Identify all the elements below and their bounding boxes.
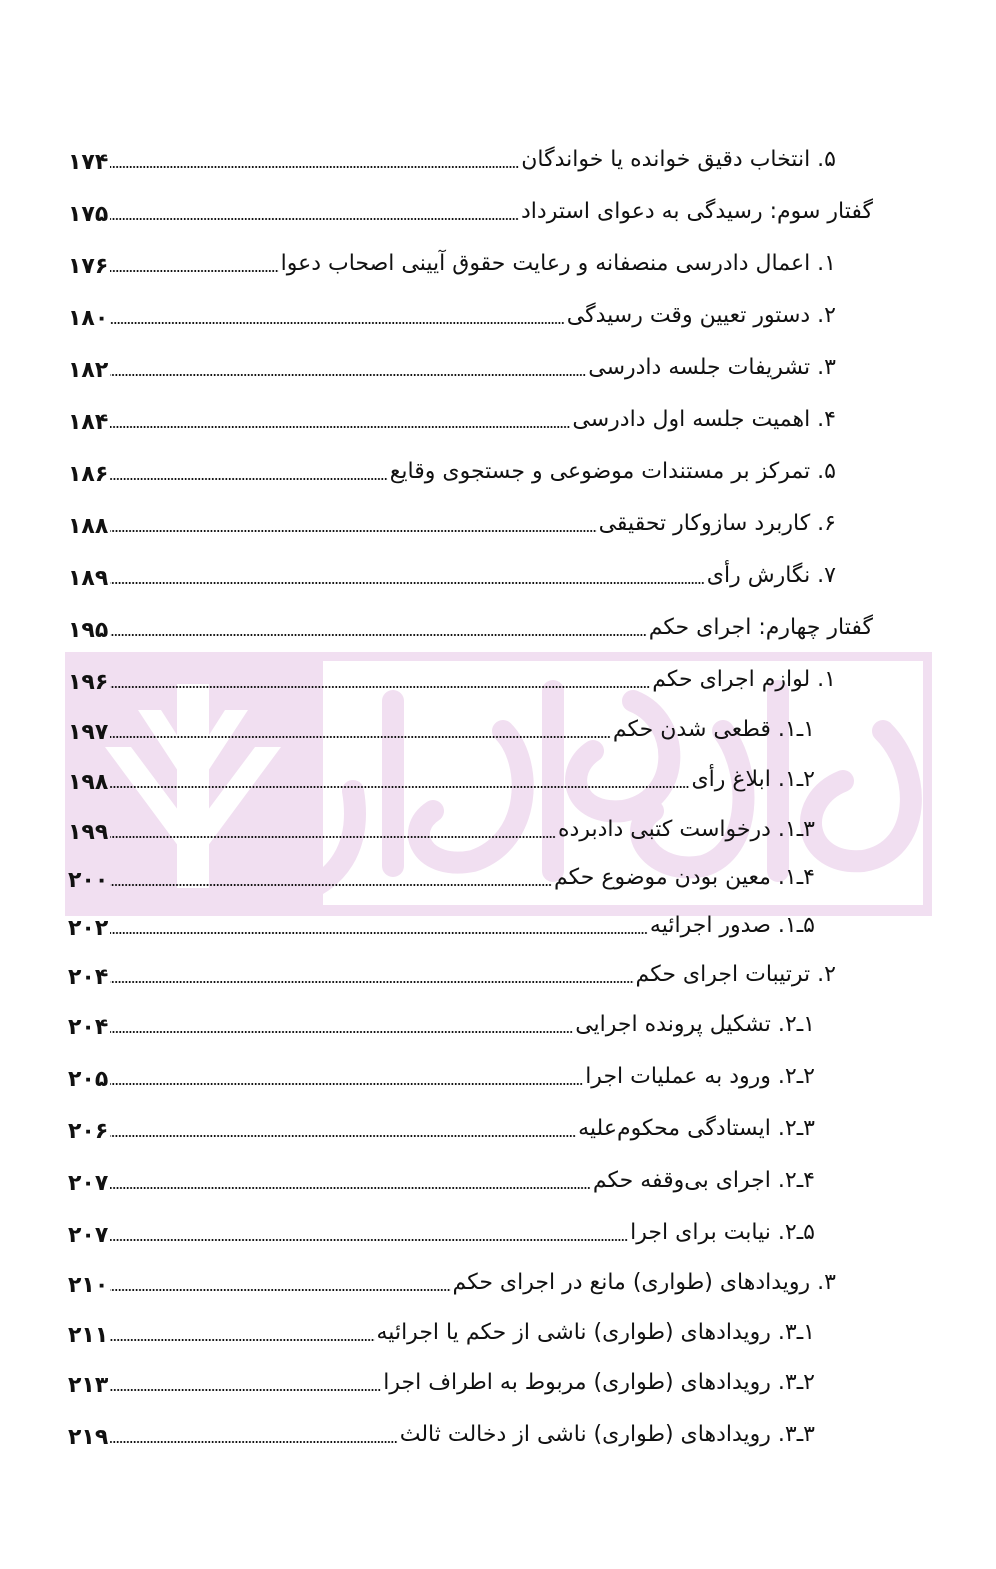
page-number: ۱۹۹: [68, 820, 109, 845]
page-number: ۲۰۴: [68, 1015, 109, 1040]
toc-entry[interactable]: [68, 657, 836, 697]
toc-entry[interactable]: [68, 1412, 815, 1452]
entry-title: ۴ـ۲. اجرای بی‌وقفه حکم: [592, 1168, 815, 1193]
toc-entry[interactable]: [68, 605, 873, 645]
page-number: ۱۸۰: [68, 306, 109, 331]
toc-entry[interactable]: [68, 241, 836, 281]
dot-leader: [110, 883, 552, 887]
entry-title: ۵ـ۱. صدور اجرائیه: [649, 913, 815, 938]
entry-title: ۷. نگارش رأی: [706, 563, 836, 588]
page-number: ۱۸۲: [68, 358, 109, 383]
toc-entry[interactable]: [68, 1210, 815, 1250]
page-number: ۲۰۲: [68, 916, 109, 941]
page-number: ۲۰۷: [68, 1223, 109, 1248]
page-number: ۱۹۵: [68, 618, 109, 643]
toc-entry[interactable]: [68, 1360, 815, 1400]
entry-title: ۳. تشریفات جلسه دادرسی: [588, 355, 836, 380]
entry-title: ۳ـ۳. رویدادهای (طواری) ناشی از دخالت ثالث: [399, 1422, 815, 1447]
page-number: ۲۰۵: [68, 1067, 109, 1092]
dot-leader: [110, 1288, 450, 1292]
toc-entry[interactable]: [68, 293, 836, 333]
toc-entry[interactable]: [68, 1002, 815, 1042]
dot-leader: [110, 1030, 573, 1034]
toc-entry[interactable]: [68, 757, 815, 797]
entry-title: ۳ـ۱. درخواست کتبی دادبرده: [558, 817, 815, 842]
dot-leader: [110, 269, 278, 273]
entry-title: ۱ـ۳. رویدادهای (طواری) ناشی از حکم یا اجرائیه: [376, 1320, 815, 1345]
page-number: ۱۹۷: [68, 720, 109, 745]
toc-entry[interactable]: [68, 397, 836, 437]
toc-entry[interactable]: [68, 1260, 836, 1300]
page-number: ۲۱۹: [68, 1425, 109, 1450]
page-number: ۲۱۱: [68, 1323, 109, 1348]
dot-leader: [110, 217, 519, 221]
dot-leader: [110, 425, 570, 429]
entry-title: ۱. اعمال دادرسی منصفانه و رعایت حقوق آیینی اصحاب دعوا: [280, 251, 836, 276]
toc-entry[interactable]: [68, 1106, 815, 1146]
page-number: ۱۷۵: [68, 202, 109, 227]
toc-entry[interactable]: [68, 1158, 815, 1198]
entry-title: ۵. تمرکز بر مستندات موضوعی و جستجوی وقایع: [389, 459, 836, 484]
entry-title: ۵ـ۲. نیابت برای اجرا: [630, 1220, 815, 1245]
dot-leader: [110, 1186, 591, 1190]
toc-entry[interactable]: [68, 807, 815, 847]
entry-title: گفتار سوم: رسیدگی به دعوای استرداد: [521, 199, 873, 224]
dot-leader: [110, 1388, 381, 1392]
dot-leader: [110, 373, 586, 377]
page-number: ۱۷۶: [68, 254, 109, 279]
toc-entry[interactable]: [68, 1054, 815, 1094]
entry-title: ۲. ترتیبات اجرای حکم: [635, 962, 836, 987]
entry-title: ۶. کاربرد سازوکار تحقیقی: [598, 511, 836, 536]
dot-leader: [110, 931, 648, 935]
toc-entry[interactable]: [68, 137, 836, 177]
entry-title: ۲ـ۲. ورود به عملیات اجرا: [585, 1064, 815, 1089]
dot-leader: [110, 529, 596, 533]
toc-entry[interactable]: [68, 707, 815, 747]
toc-entry[interactable]: [68, 903, 815, 943]
toc-entry[interactable]: [68, 449, 836, 489]
dot-leader: [110, 1338, 374, 1342]
entry-title: گفتار چهارم: اجرای حکم: [648, 615, 873, 640]
dot-leader: [110, 321, 564, 325]
entry-title: ۴ـ۱. معین بودن موضوع حکم: [553, 865, 815, 890]
page-number: ۱۹۶: [68, 670, 109, 695]
page-number: ۱۸۸: [68, 514, 109, 539]
dot-leader: [110, 581, 704, 585]
page-number: ۲۰۷: [68, 1171, 109, 1196]
page-number: ۱۸۶: [68, 462, 109, 487]
page-number: ۱۸۹: [68, 566, 109, 591]
dot-leader: [110, 785, 689, 789]
page-number: ۲۰۶: [68, 1119, 109, 1144]
entry-title: ۴. اهمیت جلسه اول دادرسی: [572, 407, 836, 432]
dot-leader: [110, 685, 650, 689]
page-number: ۲۱۰: [68, 1273, 109, 1298]
toc-entry[interactable]: [68, 553, 836, 593]
dot-leader: [110, 735, 611, 739]
toc-entry[interactable]: [68, 1310, 815, 1350]
page-number: ۲۱۳: [68, 1373, 109, 1398]
dot-leader: [110, 165, 519, 169]
dot-leader: [110, 835, 556, 839]
entry-title: ۵. انتخاب دقیق خوانده یا خواندگان: [521, 147, 836, 172]
entry-title: ۱ـ۲. تشکیل پرونده اجرایی: [575, 1012, 815, 1037]
dot-leader: [110, 633, 646, 637]
dot-leader: [110, 1238, 628, 1242]
entry-title: ۳ـ۲. ایستادگی محکوم‌علیه: [578, 1116, 815, 1141]
entry-title: ۲ـ۳. رویدادهای (طواری) مربوط به اطراف اجرا: [383, 1370, 815, 1395]
page-number: ۱۷۴: [68, 150, 109, 175]
toc-entry[interactable]: [68, 952, 836, 992]
page-number: ۱۸۴: [68, 410, 109, 435]
toc-entry[interactable]: [68, 855, 815, 895]
entry-title: ۱ـ۱. قطعی شدن حکم: [612, 717, 815, 742]
page-number: ۱۹۸: [68, 770, 109, 795]
entry-title: ۲ـ۱. ابلاغ رأی: [691, 767, 815, 792]
entry-title: ۱. لوازم اجرای حکم: [652, 667, 836, 692]
dot-leader: [110, 477, 387, 481]
page-number: ۲۰۰: [68, 868, 109, 893]
toc-entry[interactable]: [68, 345, 836, 385]
entry-title: ۲. دستور تعیین وقت رسیدگی: [566, 303, 836, 328]
page-number: ۲۰۴: [68, 965, 109, 990]
toc-entry[interactable]: [68, 501, 836, 541]
entry-title: ۳. رویدادهای (طواری) مانع در اجرای حکم: [452, 1270, 836, 1295]
toc-entry[interactable]: [68, 189, 873, 229]
dot-leader: [110, 1082, 583, 1086]
dot-leader: [110, 1134, 576, 1138]
dot-leader: [110, 980, 633, 984]
dot-leader: [110, 1440, 397, 1444]
